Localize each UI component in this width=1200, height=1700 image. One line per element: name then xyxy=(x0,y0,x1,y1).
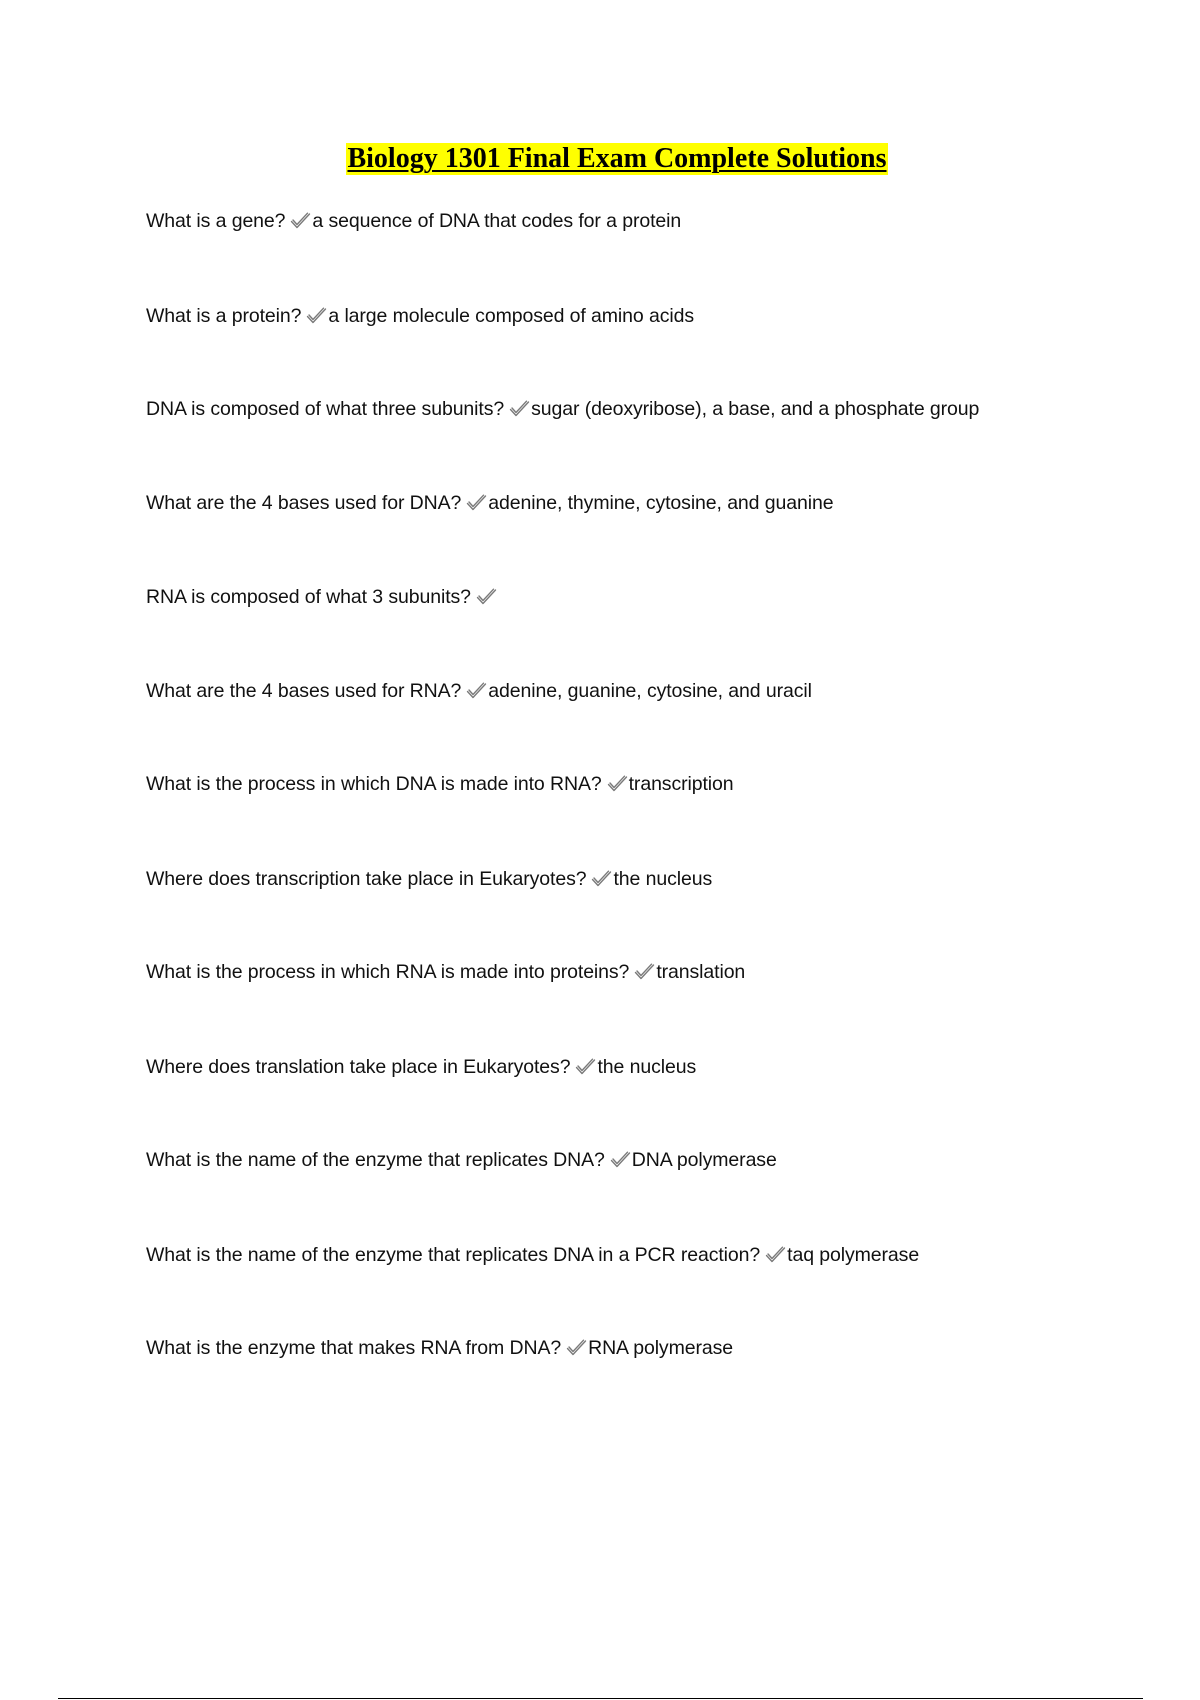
question-text: What is the enzyme that makes RNA from DNA? xyxy=(146,1337,562,1359)
answer-text: sugar (deoxyribose), a base, and a phosphate group xyxy=(531,398,980,420)
question-text: What is a protein? xyxy=(146,305,302,327)
qa-item xyxy=(146,1148,777,1172)
answer-text: a sequence of DNA that codes for a protein xyxy=(312,210,682,232)
answer-text: the nucleus xyxy=(597,1056,697,1078)
qa-item xyxy=(146,867,712,891)
check-mark-icon xyxy=(290,212,311,230)
question-text: RNA is composed of what 3 subunits? xyxy=(146,586,471,608)
question-text: What is the name of the enzyme that replicates DNA? xyxy=(146,1149,605,1171)
answer-text: adenine, thymine, cytosine, and guanine xyxy=(488,492,834,514)
check-mark-icon xyxy=(765,1246,786,1264)
check-mark-icon xyxy=(591,870,612,888)
footer-divider xyxy=(58,1698,1143,1699)
answer-text: translation xyxy=(656,961,746,983)
check-mark-icon xyxy=(610,1151,631,1169)
qa-item xyxy=(146,585,498,609)
qa-item xyxy=(146,491,833,515)
answer-text: a large molecule composed of amino acids xyxy=(328,305,694,327)
answer-text: the nucleus xyxy=(613,868,713,890)
check-mark-icon xyxy=(466,682,487,700)
document-title: Biology 1301 Final Exam Complete Solutions xyxy=(347,143,887,174)
qa-item xyxy=(146,304,694,328)
answer-text: taq polymerase xyxy=(787,1244,920,1266)
check-mark-icon xyxy=(476,588,497,606)
answer-text: RNA polymerase xyxy=(588,1337,734,1359)
answer-text: adenine, guanine, cytosine, and uracil xyxy=(488,680,812,702)
answer-text: transcription xyxy=(628,773,734,795)
title-container xyxy=(0,143,1200,175)
question-text: What are the 4 bases used for RNA? xyxy=(146,680,462,702)
check-mark-icon xyxy=(566,1339,587,1357)
qa-item xyxy=(146,772,734,796)
question-text: Where does translation take place in Eukaryotes? xyxy=(146,1056,571,1078)
question-text: Where does transcription take place in Eukaryotes? xyxy=(146,868,587,890)
question-text: What is the name of the enzyme that replicates DNA in a PCR reaction? xyxy=(146,1244,761,1266)
qa-item xyxy=(146,1243,919,1267)
check-mark-icon xyxy=(509,400,530,418)
check-mark-icon xyxy=(466,494,487,512)
question-text: DNA is composed of what three subunits? xyxy=(146,398,505,420)
qa-item xyxy=(146,209,681,233)
check-mark-icon xyxy=(306,307,327,325)
check-mark-icon xyxy=(607,775,628,793)
qa-item xyxy=(146,679,812,703)
qa-item xyxy=(146,1336,733,1360)
check-mark-icon xyxy=(575,1058,596,1076)
question-text: What is the process in which DNA is made into RNA? xyxy=(146,773,602,795)
question-text: What is the process in which RNA is made into proteins? xyxy=(146,961,630,983)
qa-item xyxy=(146,397,979,421)
answer-text: DNA polymerase xyxy=(631,1149,777,1171)
qa-item xyxy=(146,960,745,984)
check-mark-icon xyxy=(634,963,655,981)
qa-item xyxy=(146,1055,696,1079)
question-text: What is a gene? xyxy=(146,210,286,232)
question-text: What are the 4 bases used for DNA? xyxy=(146,492,462,514)
